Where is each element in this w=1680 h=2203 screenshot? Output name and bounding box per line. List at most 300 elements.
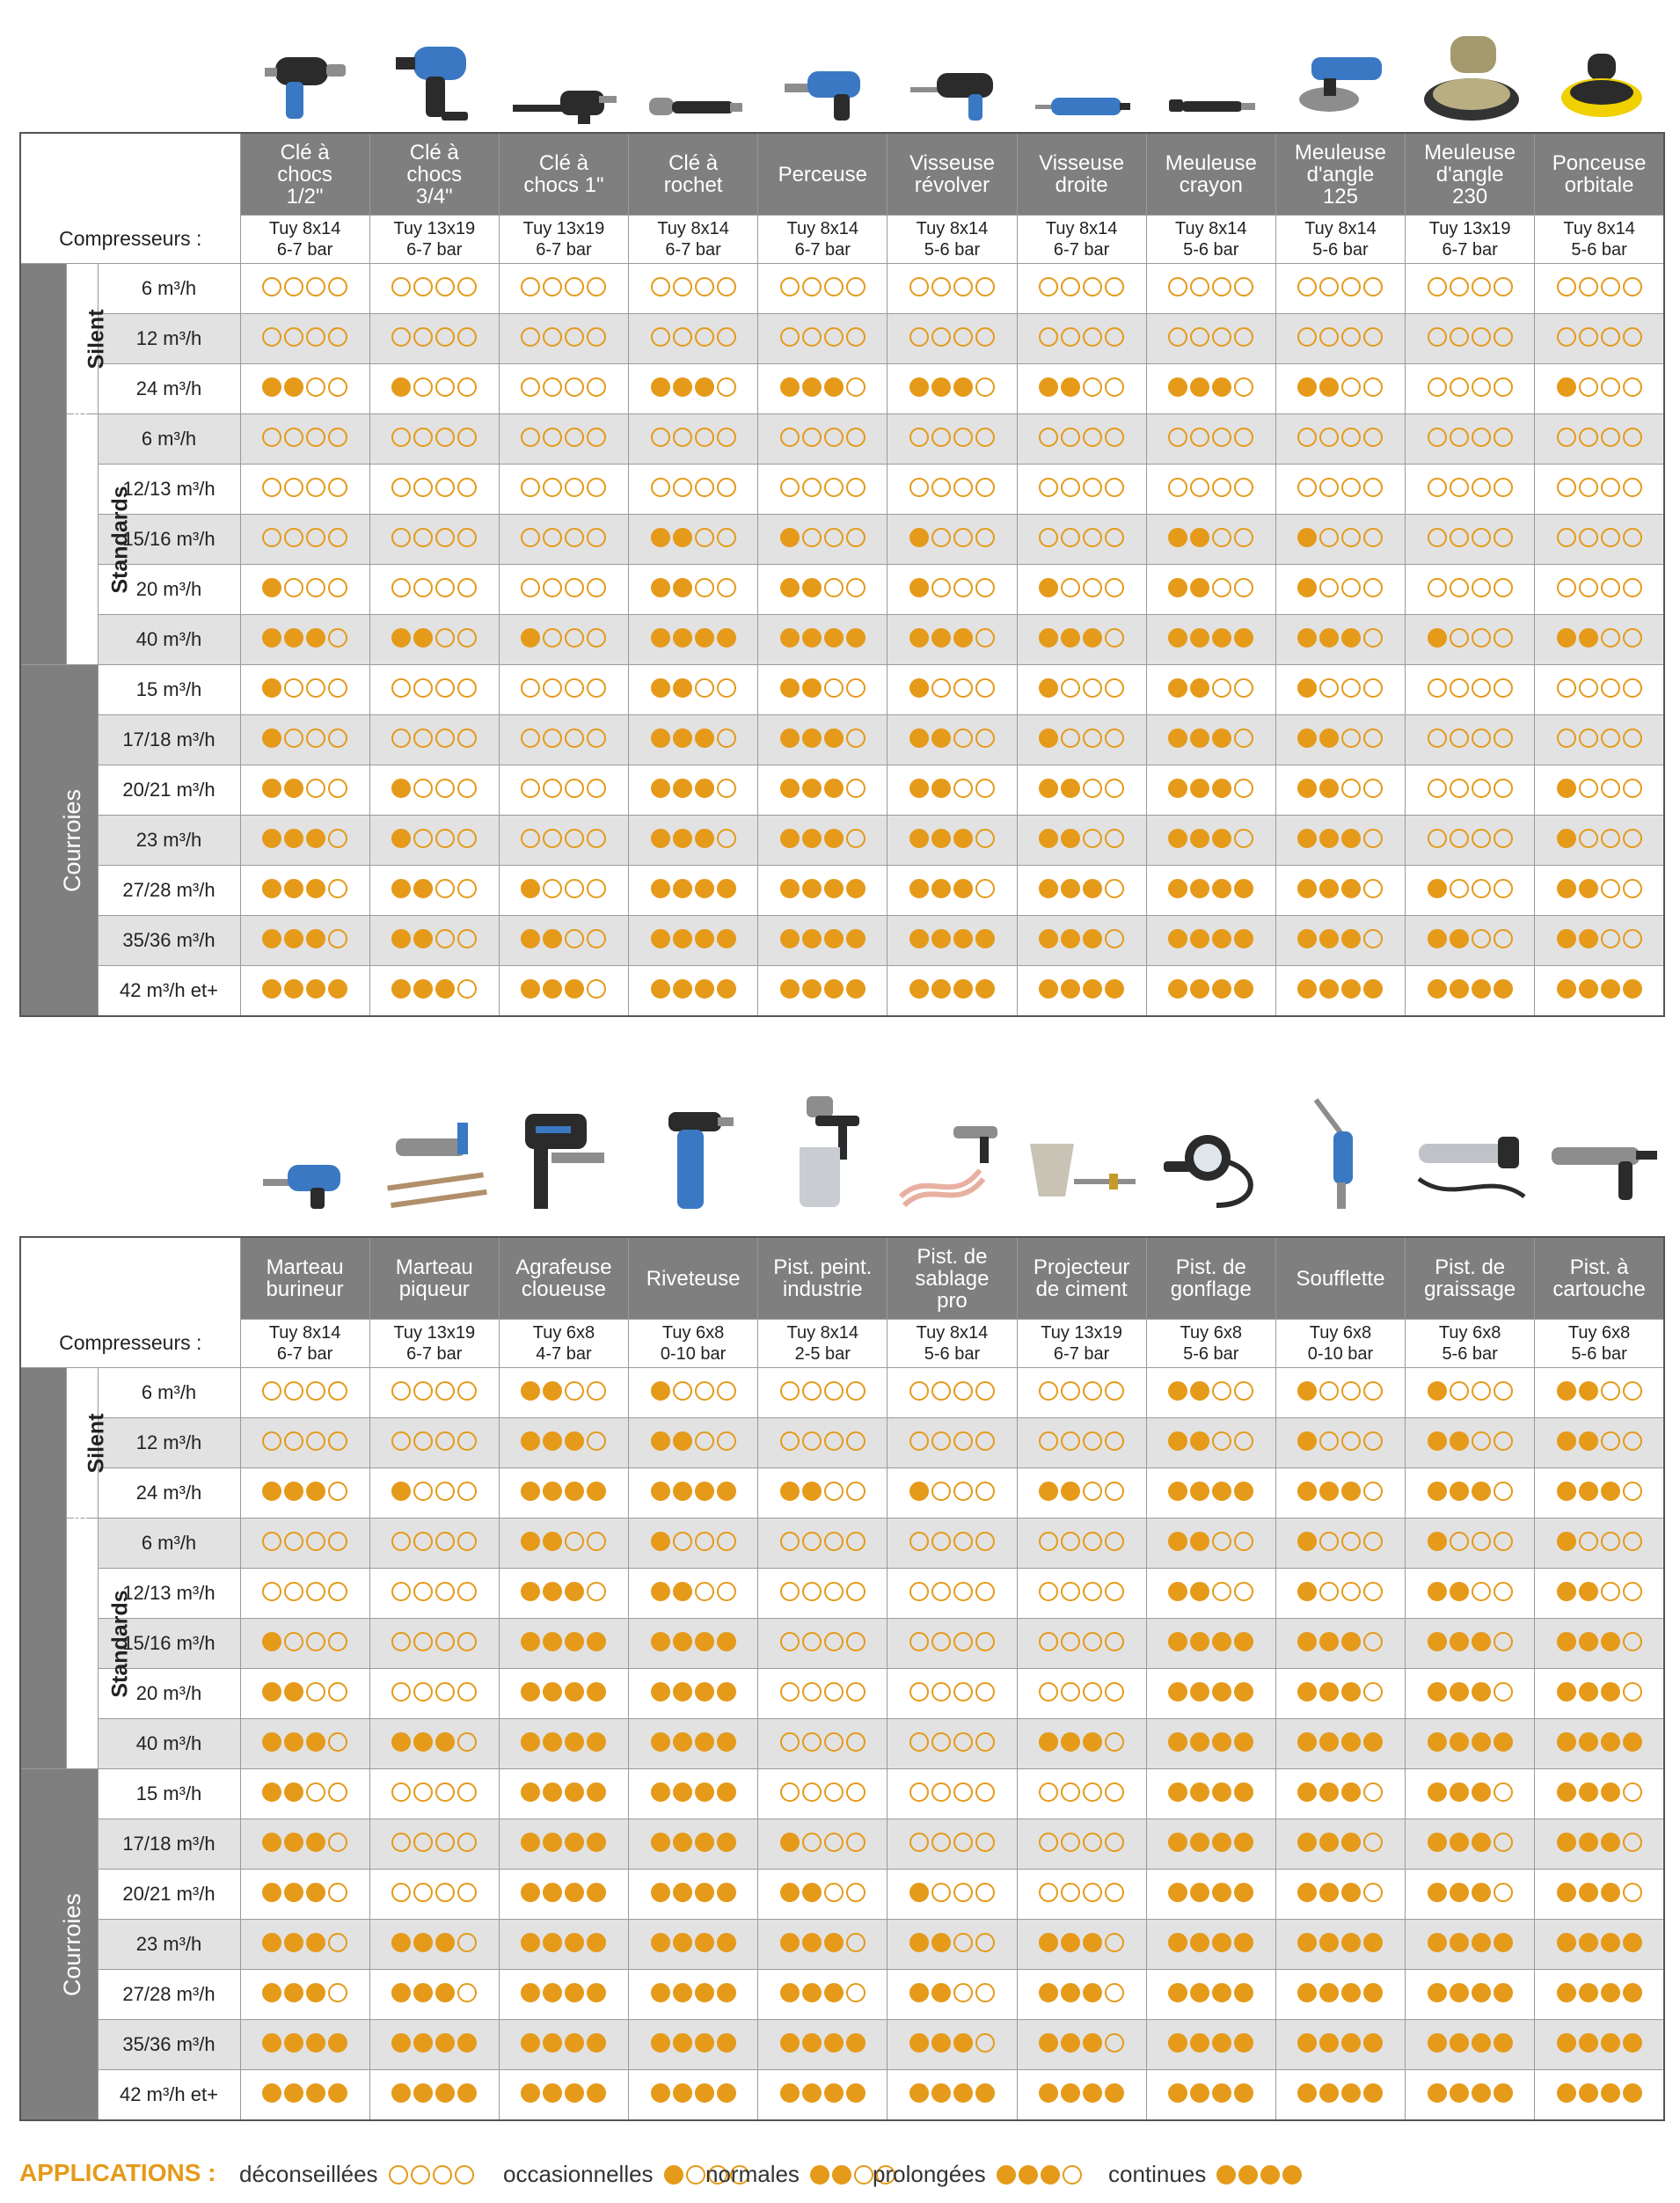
filled-dot [673,1632,692,1651]
usage-cell [1146,1418,1275,1468]
usage-cell [887,2070,1017,2121]
empty-dot [1579,327,1598,347]
filled-dot [543,1732,562,1752]
table-row [20,565,1664,615]
filled-dot [953,2083,973,2103]
legend-label: occasionnelles [503,2161,654,2187]
compressor-rate: 17/18 m³/h [98,1819,240,1870]
filled-dot [1579,1582,1598,1601]
empty-dot [391,578,411,597]
empty-dot [587,478,606,497]
filled-dot [1557,1431,1576,1451]
usage-dots [651,277,736,296]
usage-cell [369,364,499,414]
filled-dot [1019,2165,1038,2185]
empty-dot [1623,829,1642,848]
empty-dot [1061,1381,1080,1401]
usage-dots [391,1883,477,1902]
usage-cell [1146,916,1275,966]
empty-dot [262,1582,281,1601]
usage-cell [629,1819,758,1870]
empty-dot [587,1381,606,1401]
usage-cell [1146,1519,1275,1569]
table-row [20,364,1664,414]
filled-dot [1190,879,1209,898]
usage-cell [1275,1769,1405,1819]
usage-dots [909,929,995,948]
filled-dot [717,1983,736,2002]
empty-dot [1450,578,1469,597]
filled-dot [802,829,822,848]
compressor-rate: 27/28 m³/h [98,866,240,916]
empty-dot [1039,478,1058,497]
usage-cell [240,765,369,816]
tool-name-header [1146,133,1275,216]
empty-dot [1061,728,1080,748]
empty-dot [306,578,325,597]
usage-cell [1406,2070,1535,2121]
tool-name-header [1406,1237,1535,1320]
filled-dot [1579,1933,1598,1952]
filled-dot [780,1983,800,2002]
filled-dot [1190,1833,1209,1852]
filled-dot [284,829,303,848]
usage-cell [240,1769,369,1819]
usage-dots [1557,879,1642,898]
usage-cell [1406,665,1535,715]
group-courroies [20,1769,98,2121]
usage-cell [629,314,758,364]
empty-dot [802,1431,822,1451]
filled-dot [1450,1933,1469,1952]
pressure-range: 0-10 bar [660,1344,727,1364]
usage-dots [262,979,347,999]
empty-dot [435,829,455,848]
usage-dots [1557,1632,1642,1651]
empty-dot [1601,678,1620,698]
filled-dot [1212,628,1231,648]
tool-name: Riveteuse [646,1266,741,1291]
usage-cell [369,1970,499,2020]
empty-dot [1363,1632,1383,1651]
usage-dots [1297,678,1383,698]
empty-dot [975,478,995,497]
filled-dot [909,578,929,597]
empty-dot [565,528,584,547]
usage-dots [262,478,347,497]
empty-dot [1105,1732,1124,1752]
empty-dot [1623,1482,1642,1501]
filled-dot [1168,1482,1187,1501]
empty-dot [695,428,714,447]
empty-dot [1428,377,1447,397]
usage-cell [1146,1468,1275,1519]
empty-dot [565,779,584,798]
empty-dot [1601,528,1620,547]
filled-dot [1319,2083,1339,2103]
empty-dot [651,277,670,296]
usage-cell [240,515,369,565]
filled-dot [651,628,670,648]
usage-dots [521,879,606,898]
usage-dots [1168,377,1253,397]
usage-cell [1146,1970,1275,2020]
filled-dot [1557,879,1576,898]
filled-dot [587,1983,606,2002]
filled-dot [1234,929,1253,948]
usage-cell [1535,866,1664,916]
empty-dot [457,1983,477,2002]
usage-cell [1017,414,1146,465]
filled-dot [1190,1732,1209,1752]
empty-dot [717,528,736,547]
usage-dots [262,628,347,648]
filled-dot [695,929,714,948]
usage-cell [369,1468,499,1519]
table-row [20,1569,1664,1619]
empty-dot [413,428,433,447]
empty-dot [975,428,995,447]
empty-dot [262,1431,281,1451]
empty-dot [824,1883,844,1902]
filled-dot [1083,929,1102,948]
filled-dot [695,1782,714,1802]
filled-dot [1212,1983,1231,2002]
filled-dot [284,1682,303,1702]
usage-dots [262,377,347,397]
filled-dot [651,528,670,547]
usage-dots [651,1431,736,1451]
filled-dot [1557,2083,1576,2103]
tool-name: Visseuse droite [1039,151,1125,197]
empty-dot [521,327,540,347]
usage-cell [1535,264,1664,314]
empty-dot [1105,1582,1124,1601]
empty-dot [824,1582,844,1601]
pressure-range: 6-7 bar [276,240,333,260]
usage-cell [369,1819,499,1870]
usage-dots [262,1632,347,1651]
usage-cell [629,1669,758,1719]
filled-dot [1297,2033,1317,2053]
empty-dot [306,1582,325,1601]
filled-dot [1260,2165,1280,2185]
usage-dots [909,1782,995,1802]
pressure-range: 5-6 bar [1312,240,1369,260]
empty-dot [1212,1381,1231,1401]
empty-dot [717,478,736,497]
usage-dots [391,1632,477,1651]
usage-cell [1406,515,1535,565]
filled-dot [521,979,540,999]
empty-dot [1601,1381,1620,1401]
table-row [20,1519,1664,1569]
filled-dot [1319,1682,1339,1702]
usage-cell [369,966,499,1017]
compressor-rate: 24 m³/h [98,1468,240,1519]
filled-dot [1212,1883,1231,1902]
usage-dots [1428,728,1513,748]
usage-cell [1275,765,1405,816]
empty-dot [846,428,866,447]
filled-dot [391,628,411,648]
empty-dot [435,1532,455,1551]
filled-dot [1341,879,1361,898]
filled-dot [780,528,800,547]
empty-dot [802,1682,822,1702]
filled-dot [673,779,692,798]
filled-dot [391,377,411,397]
usage-cell [240,1569,369,1619]
filled-dot [802,628,822,648]
empty-dot [695,327,714,347]
usage-cell [1406,414,1535,465]
usage-cell [499,1819,628,1870]
empty-dot [413,1682,433,1702]
filled-dot [457,2083,477,2103]
filled-dot [909,628,929,648]
usage-cell [758,1920,887,1970]
empty-dot [1557,578,1576,597]
empty-dot [1168,428,1187,447]
empty-dot [1105,428,1124,447]
chipping-hammer-icon [245,1109,368,1214]
usage-cell [1146,1368,1275,1418]
usage-cell [887,364,1017,414]
empty-dot [328,1632,347,1651]
usage-dots [1216,2165,1302,2185]
hose-size: Tuy 8x14 [657,219,729,238]
filled-dot [1212,829,1231,848]
filled-dot [824,628,844,648]
filled-dot [953,829,973,848]
empty-dot [435,1431,455,1451]
usage-dots [1039,277,1124,296]
empty-dot [1234,678,1253,698]
filled-dot [651,1883,670,1902]
compressor-rate: 15/16 m³/h [98,1619,240,1669]
usage-cell [1406,916,1535,966]
usage-cell [1275,314,1405,364]
filled-dot [651,1782,670,1802]
filled-dot [846,628,866,648]
filled-dot [1341,1682,1361,1702]
usage-cell [1017,515,1146,565]
empty-dot [1494,1532,1513,1551]
filled-dot [695,829,714,848]
usage-cell [369,765,499,816]
filled-dot [521,1682,540,1702]
empty-dot [953,1983,973,2002]
empty-dot [824,1732,844,1752]
empty-dot [1105,1883,1124,1902]
table-row [20,765,1664,816]
filled-dot [695,1732,714,1752]
filled-dot [262,879,281,898]
usage-dots [521,678,606,698]
filled-dot [1061,2033,1080,2053]
empty-dot [565,879,584,898]
usage-cell [240,2020,369,2070]
filled-dot [802,2033,822,2053]
filled-dot [780,678,800,698]
filled-dot [1234,1682,1253,1702]
usage-cell [1146,1819,1275,1870]
filled-dot [565,1782,584,1802]
empty-dot [1494,728,1513,748]
empty-dot [328,829,347,848]
usage-dots [391,1682,477,1702]
empty-dot [391,528,411,547]
filled-dot [1039,1482,1058,1501]
filled-dot [262,628,281,648]
usage-dots [391,478,477,497]
usage-dots [780,879,866,898]
empty-dot [1579,779,1598,798]
filled-dot [1601,979,1620,999]
usage-dots [262,1782,347,1802]
table-row [20,715,1664,765]
usage-dots [1168,2033,1253,2053]
empty-dot [1450,478,1469,497]
filled-dot [284,2083,303,2103]
usage-cell [629,1769,758,1819]
tool-name: Marteau piqueur [395,1255,473,1301]
compressor-rate: 12/13 m³/h [98,1569,240,1619]
empty-dot [565,1381,584,1401]
usage-cell [240,1870,369,1920]
filled-dot [391,1732,411,1752]
filled-dot [1168,1732,1187,1752]
empty-dot [695,1532,714,1551]
filled-dot [521,2033,540,2053]
filled-dot [1319,979,1339,999]
empty-dot [975,779,995,798]
filled-dot [1450,2083,1469,2103]
empty-dot [1623,1833,1642,1852]
usage-cell [1406,1619,1535,1669]
empty-dot [1061,1682,1080,1702]
empty-dot [953,1431,973,1451]
empty-dot [780,1431,800,1451]
empty-dot [1450,528,1469,547]
usage-cell [1146,264,1275,314]
usage-dots [780,1732,866,1752]
usage-dots [391,1732,477,1752]
empty-dot [435,1833,455,1852]
tool-name: Soufflette [1296,1266,1385,1291]
filled-dot [1341,829,1361,848]
empty-dot [1450,1381,1469,1401]
filled-dot [1234,2033,1253,2053]
empty-dot [909,478,929,497]
filled-dot [953,377,973,397]
empty-dot [1557,728,1576,748]
filled-dot [1428,1983,1447,2002]
usage-cell [1017,1719,1146,1769]
hose-pressure-spec [499,216,628,264]
usage-cell [240,1669,369,1719]
filled-dot [1623,1933,1642,1952]
empty-dot [1234,327,1253,347]
filled-dot [284,979,303,999]
empty-dot [413,1833,433,1852]
filled-dot [1428,1883,1447,1902]
empty-dot [543,578,562,597]
usage-cell [240,916,369,966]
filled-dot [1039,678,1058,698]
usage-dots [909,628,995,648]
filled-dot [1234,1482,1253,1501]
empty-dot [1212,327,1231,347]
empty-dot [1341,478,1361,497]
usage-dots [1168,779,1253,798]
empty-dot [846,1381,866,1401]
usage-dots [262,2033,347,2053]
usage-dots [1297,1983,1383,2002]
usage-cell [240,1519,369,1569]
usage-cell [1535,515,1664,565]
empty-dot [1363,779,1383,798]
usage-dots [780,1482,866,1501]
usage-cell [1535,1920,1664,1970]
usage-dots [1557,1883,1642,1902]
usage-dots [1297,2033,1383,2053]
empty-dot [1472,277,1491,296]
hose-pressure-spec [629,216,758,264]
usage-dots [1557,428,1642,447]
usage-dots [1039,1883,1124,1902]
cement-sprayer-icon [1021,1109,1144,1214]
filled-dot [1557,1833,1576,1852]
usage-dots [997,2165,1082,2185]
empty-dot [1341,327,1361,347]
usage-cell [1017,1769,1146,1819]
filled-dot [1039,829,1058,848]
empty-dot [1579,578,1598,597]
filled-dot [1450,929,1469,948]
usage-dots [1039,1582,1124,1601]
hose-size: Tuy 8x14 [1045,219,1118,238]
empty-dot [1105,277,1124,296]
empty-dot [1341,377,1361,397]
empty-dot [1039,1632,1058,1651]
empty-dot [717,1381,736,1401]
usage-dots [1039,1732,1124,1752]
filled-dot [717,628,736,648]
usage-cell [1406,1719,1535,1769]
filled-dot [262,779,281,798]
empty-dot [1341,1381,1361,1401]
filled-dot [1168,1833,1187,1852]
usage-dots [780,1682,866,1702]
empty-dot [1450,428,1469,447]
usage-cell [1017,2070,1146,2121]
empty-dot [780,478,800,497]
filled-dot [1579,1883,1598,1902]
filled-dot [1190,377,1209,397]
group-label: Courroies [59,788,86,892]
filled-dot [435,2083,455,2103]
usage-dots [1428,1782,1513,1802]
usage-cell [499,765,628,816]
usage-cell [887,515,1017,565]
pressure-range: 6-7 bar [1442,240,1498,260]
hose-size: Tuy 6x8 [1567,1323,1631,1343]
empty-dot [1061,578,1080,597]
filled-dot [413,979,433,999]
empty-dot [565,277,584,296]
